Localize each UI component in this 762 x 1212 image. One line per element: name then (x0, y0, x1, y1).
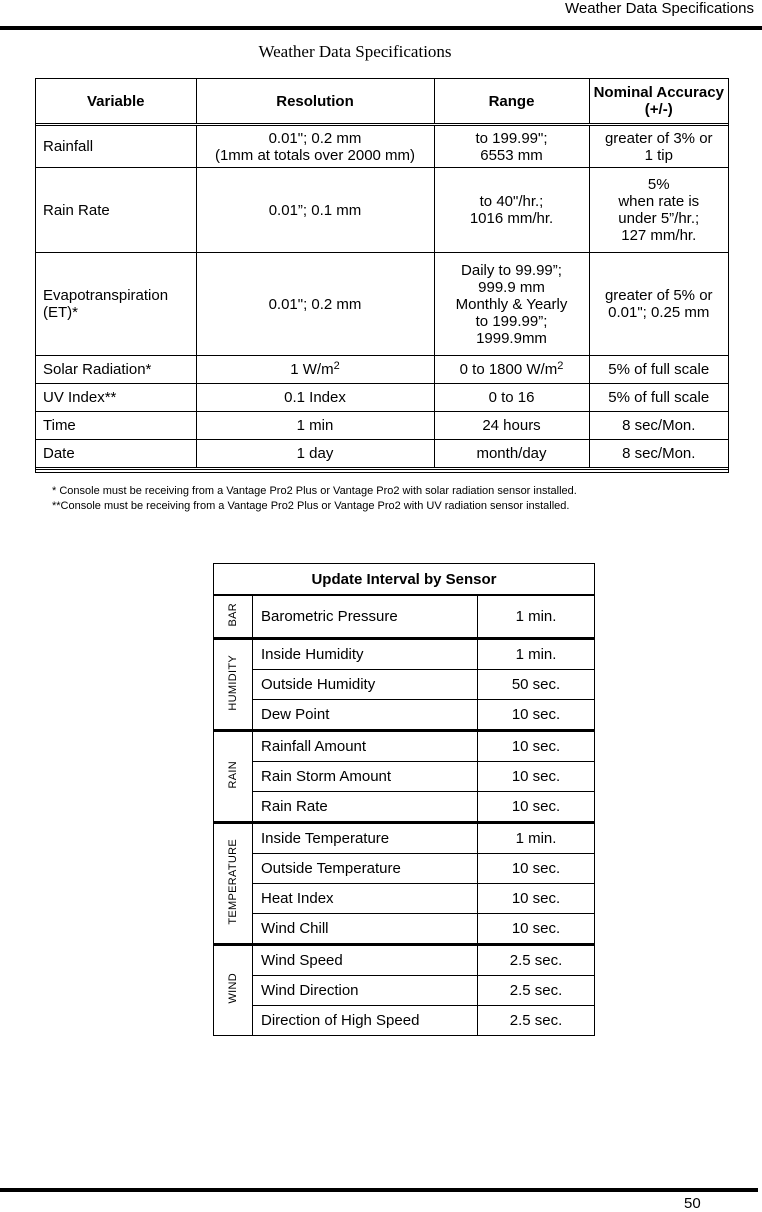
col-header-accuracy-label: Nominal Accuracy (+/-) (593, 84, 724, 118)
group-label-humidity (214, 639, 253, 731)
cell-range (434, 168, 589, 253)
footnotes (52, 484, 577, 514)
cell-line: greater of 3% or (604, 129, 713, 147)
page-number: 50 (684, 1195, 701, 1212)
cell-line: to 199.99"; (475, 129, 548, 147)
cell-line: 127 mm/hr. (621, 227, 697, 244)
col-header-variable: Variable (36, 79, 196, 125)
sensor-interval: 2.5 sec. (478, 1006, 595, 1036)
cell-line: 1 tip (644, 146, 673, 164)
table-row (36, 168, 728, 253)
cell-range: 0 to 16 (434, 384, 589, 412)
col-header-resolution: Resolution (196, 79, 434, 125)
cell-variable: Rain Rate (36, 168, 196, 253)
cell-resolution: 1 day (196, 440, 434, 469)
table-row (214, 945, 595, 976)
group-label-wind (214, 945, 253, 1036)
footer-rule (0, 1188, 758, 1192)
cell-resolution (196, 356, 434, 384)
sensor-name: Wind Speed (253, 945, 478, 976)
cell-line: 0.01"; 0.2 mm (268, 129, 362, 147)
cell-variable: Evapotranspiration (ET)* (36, 253, 196, 356)
table-row (36, 356, 728, 384)
table-row (214, 731, 595, 762)
cell-range: month/day (434, 440, 589, 469)
cell-line: to 40"/hr.; (479, 193, 544, 210)
cell-line: Monthly & Yearly (455, 295, 568, 313)
cell-line: 999.9 mm (478, 278, 545, 296)
interval-table-title: Update Interval by Sensor (214, 564, 595, 596)
sensor-interval: 50 sec. (478, 670, 595, 700)
page-title: Weather Data Specifications (258, 42, 452, 61)
cell-accuracy (589, 168, 728, 253)
cell-line: Daily to 99.99”; (461, 261, 562, 279)
cell-resolution: 0.1 Index (196, 384, 434, 412)
header-rule (0, 26, 762, 30)
table-row (214, 884, 595, 914)
cell-line: 0.01"; 0.25 mm (608, 304, 710, 321)
sensor-name: Direction of High Speed (253, 1006, 478, 1036)
sensor-name: Dew Point (253, 700, 478, 731)
cell-accuracy: 8 sec/Mon. (589, 440, 728, 469)
cell-resolution (196, 253, 434, 356)
superscript: 2 (333, 360, 340, 372)
sensor-name: Wind Chill (253, 914, 478, 945)
table-row (36, 125, 728, 168)
cell-line: to 199.99”; (475, 312, 548, 330)
table-row (36, 253, 728, 356)
table-row (214, 670, 595, 700)
sensor-interval: 1 min. (478, 595, 595, 639)
cell-range: 24 hours (434, 412, 589, 440)
sensor-name: Inside Temperature (253, 823, 478, 854)
cell-line: under 5”/hr.; (618, 210, 700, 227)
cell-line: 0.01"; 0.2 mm (268, 295, 362, 313)
sensor-name: Wind Direction (253, 976, 478, 1006)
cell-variable: Date (36, 440, 196, 469)
sensor-interval: 10 sec. (478, 762, 595, 792)
sensor-interval: 10 sec. (478, 854, 595, 884)
cell-resolution (196, 125, 434, 168)
footnote-uv: **Console must be receiving from a Vantage Pro2 Plus or Vantage Pro2 with UV radiation sensor installed. (52, 500, 570, 512)
cell-resolution: 1 min (196, 412, 434, 440)
group-label-temperature (214, 823, 253, 945)
cell-variable: Solar Radiation* (36, 356, 196, 384)
table-row (214, 792, 595, 823)
footnote-solar: * Console must be receiving from a Vantage Pro2 Plus or Vantage Pro2 with solar radiation sensor installed. (52, 485, 577, 497)
cell-line: when rate is (618, 193, 700, 210)
table-row (214, 976, 595, 1006)
table-row (214, 639, 595, 670)
table-row (214, 1006, 595, 1036)
sensor-interval: 10 sec. (478, 914, 595, 945)
group-label-text: WIND (227, 973, 239, 1004)
sensor-name: Heat Index (253, 884, 478, 914)
cell-line: 6553 mm (480, 146, 543, 164)
specs-header-row (36, 79, 728, 125)
group-label-bar (214, 595, 253, 639)
cell-line: 5% (647, 176, 670, 193)
cell-range (434, 253, 589, 356)
cell-resolution (196, 168, 434, 253)
cell-accuracy (589, 125, 728, 168)
cell-variable: Time (36, 412, 196, 440)
group-label-text: RAIN (227, 760, 239, 789)
sensor-name: Outside Humidity (253, 670, 478, 700)
table-row (214, 854, 595, 884)
cell-line: 1016 mm/hr. (469, 210, 554, 227)
cell-variable: UV Index** (36, 384, 196, 412)
table-row (214, 914, 595, 945)
sensor-interval: 10 sec. (478, 792, 595, 823)
cell-line: 0.01”; 0.1 mm (268, 201, 362, 219)
sensor-interval: 10 sec. (478, 700, 595, 731)
superscript: 2 (557, 360, 564, 372)
sensor-name: Rain Storm Amount (253, 762, 478, 792)
table-row (36, 412, 728, 440)
update-interval-table (213, 563, 595, 1036)
sensor-interval: 1 min. (478, 823, 595, 854)
sensor-name: Inside Humidity (253, 639, 478, 670)
cell-range (434, 356, 589, 384)
group-label-text: HUMIDITY (227, 654, 239, 711)
sensor-name: Rain Rate (253, 792, 478, 823)
cell-accuracy: 8 sec/Mon. (589, 412, 728, 440)
cell-accuracy: 5% of full scale (589, 384, 728, 412)
table-row (214, 595, 595, 639)
table-row (214, 700, 595, 731)
cell-line: 1 W/m (290, 361, 334, 378)
table-row (214, 823, 595, 854)
sensor-interval: 10 sec. (478, 884, 595, 914)
cell-line: 0 to 1800 W/m (459, 361, 558, 378)
running-header: Weather Data Specifications (565, 0, 754, 17)
cell-line: greater of 5% or (604, 287, 713, 304)
specs-table-frame (35, 78, 729, 473)
sensor-name: Outside Temperature (253, 854, 478, 884)
cell-line: (1mm at totals over 2000 mm) (214, 146, 416, 164)
specs-table (36, 79, 728, 470)
col-header-range: Range (434, 79, 589, 125)
sensor-interval: 1 min. (478, 639, 595, 670)
sensor-interval: 2.5 sec. (478, 945, 595, 976)
cell-line: 1999.9mm (476, 329, 547, 347)
sensor-interval: 2.5 sec. (478, 976, 595, 1006)
group-label-rain (214, 731, 253, 823)
sensor-name: Barometric Pressure (253, 595, 478, 639)
cell-accuracy: 5% of full scale (589, 356, 728, 384)
table-row (214, 762, 595, 792)
table-row (36, 440, 728, 469)
cell-range (434, 125, 589, 168)
sensor-interval: 10 sec. (478, 731, 595, 762)
group-label-text: BAR (227, 602, 239, 627)
cell-variable: Rainfall (36, 125, 196, 168)
col-header-accuracy (589, 79, 728, 125)
sensor-name: Rainfall Amount (253, 731, 478, 762)
group-label-text: TEMPERATURE (227, 838, 239, 925)
cell-accuracy (589, 253, 728, 356)
table-row (36, 384, 728, 412)
